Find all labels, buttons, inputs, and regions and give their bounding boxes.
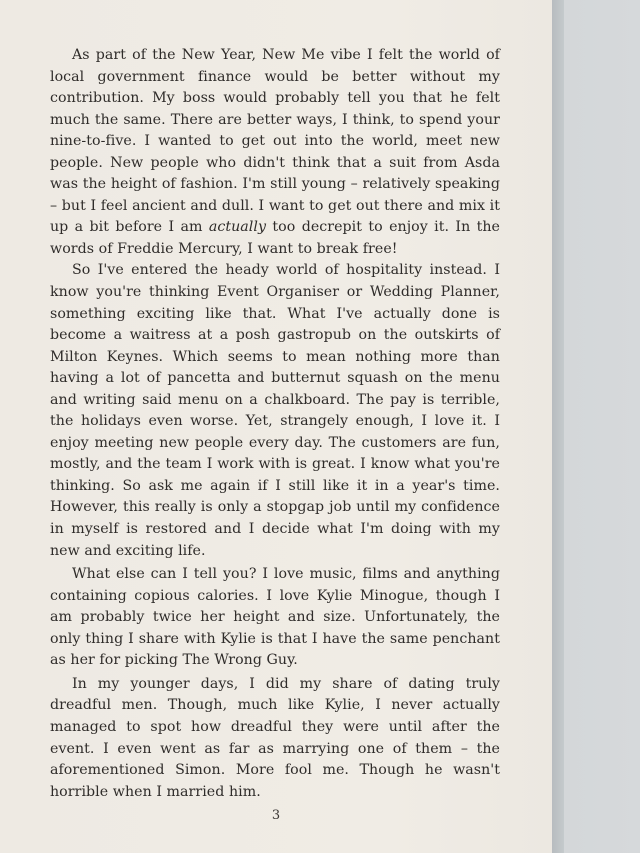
paragraph-2-text: So I've entered the heady world of hospitality instead. I know you're thinking Event Organiser or Wedding Planner, something exciting like that. What I've actually done is become a waitress at a posh gastropub on the outskirts of Milton Keynes. Which seems to mean nothing more than having a lot of pancetta and butternut squash on the menu and writing said menu on a chalkboard. The pay is terrible, the holidays even worse. Yet, strangely enough, I love it. I enjoy meeting new people every day. The customers are fun, mostly, and the team I work with is great. I know what you're thinking. So ask me again if I still like it in a year's time. However, this really is only a stopgap job until my confidence in myself is restored and I decide what I'm doing with my new and exciting life.	[50, 262, 500, 559]
page-edge-shadow	[552, 0, 564, 853]
paragraph-4-text: In my younger days, I did my share of dating truly dreadful men. Though, much like Kylie, I never actually managed to spot how dreadful they were until after the event. I even went as far as marrying one of them – the aforementioned Simon. More fool me. Though he wasn't horrible when I married him.	[50, 675, 500, 800]
paragraph-3-text: What else can I tell you? I love music, films and anything containing copious calories. I love Kylie Minogue, though I am probably twice her height and size. Unfortunately, the only thing I share with Kylie is that I have the same penchant as her for picking The Wrong Guy.	[50, 566, 500, 669]
paragraph-4	[50, 674, 500, 803]
paragraph-1-emphasis: actually	[208, 219, 267, 236]
paragraph-2	[50, 260, 500, 562]
paragraph-1-text-b: too decrepit to enjoy it. In the words of Freddie Mercury, I want to break free!	[50, 219, 500, 257]
body-text	[50, 45, 500, 803]
paragraph-1-text-a: As part of the New Year, New Me vibe I felt the world of local government finance would be better without my contribution. My boss would probably tell you that he felt much the same. There are better ways, I think, to spend your nine-to-five. I wanted to get out into the world, meet new people. New people who didn't think that a suit from Asda was the height of fashion. I'm still young – relatively speaking – but I feel ancient and dull. I want to get out there and mix it up a bit before I am	[50, 47, 500, 236]
paragraph-1	[50, 45, 500, 260]
page-number: 3	[271, 808, 281, 823]
paragraph-3	[50, 564, 500, 672]
